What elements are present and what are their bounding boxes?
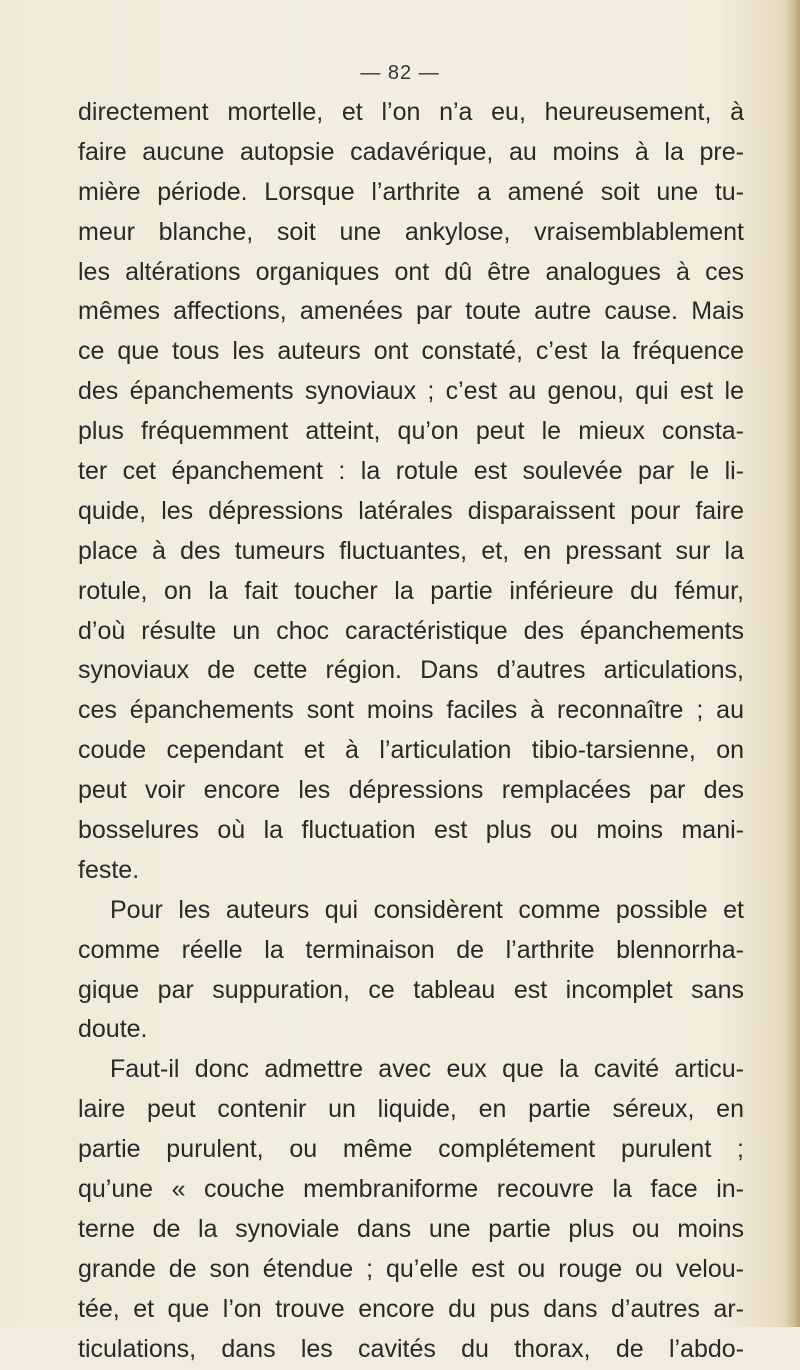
- text-line: comme réelle la terminaison de l’arthrite blennorrha-: [78, 935, 744, 964]
- text-line: coude cependant et à l’articulation tibio-tarsienne, on: [78, 736, 744, 765]
- text-line: d’où résulte un choc caractéristique des épanchements: [78, 616, 744, 645]
- page-number: — 82 —: [360, 62, 440, 84]
- text-line: gique par suppuration, ce tableau est incomplet sans: [78, 975, 744, 1004]
- text-line: feste.: [78, 855, 140, 884]
- text-line: tée, et que l’on trouve encore du pus dans d’autres ar-: [78, 1294, 744, 1323]
- text-line: plus fréquemment atteint, qu’on peut le mieux consta-: [78, 417, 744, 446]
- text-line: doute.: [78, 1015, 148, 1044]
- text-line: ticulations, dans les cavités du thorax, de l’abdo-: [78, 1334, 744, 1363]
- text-line: mêmes affections, amenées par toute autre cause. Mais: [78, 297, 744, 326]
- text-line: des épanchements synoviaux ; c’est au genou, qui est le: [78, 377, 744, 406]
- text-line: partie purulent, ou même complétement purulent ;: [78, 1135, 744, 1164]
- text-line: ter cet épanchement : la rotule est soulevée par le li-: [78, 457, 744, 486]
- text-line: laire peut contenir un liquide, en partie séreux, en: [78, 1095, 744, 1124]
- text-line: terne de la synoviale dans une partie plus ou moins: [78, 1214, 744, 1243]
- text-line: bosselures où la fluctuation est plus ou moins mani-: [78, 816, 744, 845]
- text-line: mière période. Lorsque l’arthrite a amené soit une tu-: [78, 177, 744, 206]
- text-line: faire aucune autopsie cadavérique, au moins à la pre-: [78, 137, 744, 166]
- text-line: directement mortelle, et l’on n’a eu, heureusement, à: [78, 98, 744, 126]
- body-text: [78, 93, 744, 1370]
- text-line: grande de son étendue ; qu’elle est ou rouge ou velou-: [78, 1254, 744, 1283]
- text-line: ces épanchements sont moins faciles à reconnaître ; au: [78, 696, 744, 725]
- page-edge-shadow: [786, 0, 800, 1327]
- text-line: quide, les dépressions latérales disparaissent pour faire: [78, 496, 744, 525]
- text-line: meur blanche, soit une ankylose, vraisemblablement: [78, 217, 744, 246]
- text-line: qu’une « couche membraniforme recouvre la face in-: [78, 1175, 744, 1204]
- text-line: les altérations organiques ont dû être analogues à ces: [78, 257, 744, 286]
- text-line: peut voir encore les dépressions remplacées par des: [78, 776, 744, 805]
- text-line: Faut-il donc admettre avec eux que la cavité articu-: [110, 1055, 744, 1084]
- text-line: rotule, on la fait toucher la partie inférieure du fémur,: [78, 576, 744, 605]
- text-line: Pour les auteurs qui considèrent comme possible et: [110, 895, 744, 924]
- text-line: place à des tumeurs fluctuantes, et, en pressant sur la: [78, 536, 744, 565]
- text-line: synoviaux de cette région. Dans d’autres articulations,: [78, 656, 744, 685]
- text-line: ce que tous les auteurs ont constaté, c’est la fréquence: [78, 337, 744, 366]
